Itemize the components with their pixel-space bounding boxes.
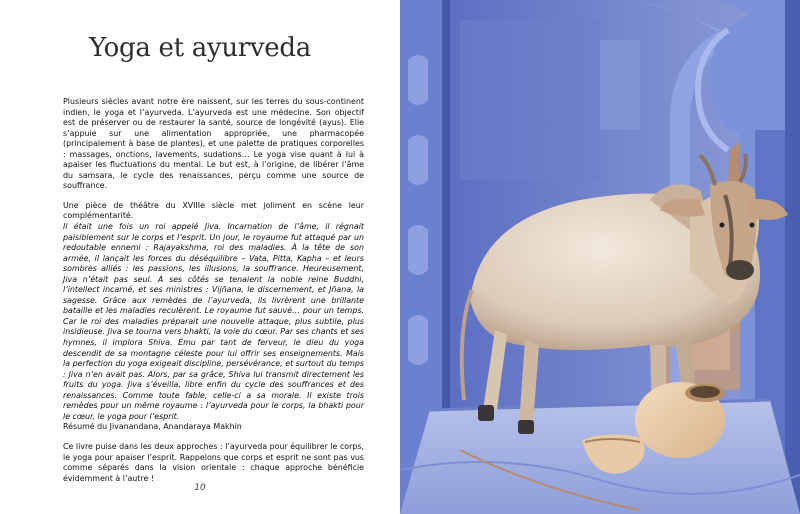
- photo-cow-in-blue-window: [400, 0, 800, 514]
- story-paragraph: Il était une fois un roi appelé Jiva. Incarnation de l’âme, il régnait paisiblement sur le corps et l’esprit. Un jour, le royaume fut attaqué par un redoutable ennemi : Rajayakshma, roi des maladies. À la tête de son armée, il lançait les forces du déséquilibre – Vata, Pitta, Kapha – et leurs sombres alliés : les passions, les illusions, la souffrance. Heureusement, Jiva n’était pas seul. À ses côtés se tenaient la noble reine Buddhi, l’intellect incarné, et ses ministres : Vijñana, le discernement, et Jñana, la sagesse. Grâce aux remèdes de l’ayurveda, ils livrèrent une brillante bataille et les maladies reculèrent. Le royaume fut sauvé… pour un temps. Car le roi des maladies préparait une nouvelle attaque, plus subtile, plus insidieuse. Jiva se tourna vers bhakti, la voie du cœur. Par ses chants et ses hymnes, il implora Shiva. Ému par tant de ferveur, le dieu du yoga descendit de sa montagne céleste pour lui offrir ses enseignements. Mais la perfection du yoga exigeait discipline, persévérance, et surtout du temps : Jiva n’en avait pas. Alors, par sa grâce, Shiva lui transmit directement les fruits du yoga. Jiva s’éveilla, libre enfin du cycle des souffrances et des renaissances. Comme toute fable, celle-ci a sa morale. Il existe trois remèdes pour un même royaume : l’ayurveda pour le corps, la bhakti pour le cœur, le yoga pour l’esprit.: [63, 222, 364, 421]
- conclusion-paragraph: Ce livre puise dans les deux approches : l’ayurveda pour équilibrer le corps, le yoga pour apaiser l’esprit. Rappelons que corps et esprit ne sont pas vus comme séparés dans la vision orientale : chaque approche bénéficie évidemment à l’autre !: [63, 441, 364, 483]
- theatre-intro-paragraph: Une pièce de théâtre du XVIIIe siècle met joliment en scène leur complémentarité.: [63, 200, 364, 221]
- page-title: Yoga et ayurveda: [89, 33, 311, 63]
- intro-paragraph: Plusieurs siècles avant notre ère naissent, sur les terres du sous-continent indien, le yoga et l’ayurveda. L’ayurveda est une médecine. Son objectif est de préserver ou de restaurer la santé, source de longévité (ayus). Elle s’appuie sur une alimentation appropriée, une pharmacopée (principalement à base de plantes), et une palette de pratiques corporelles : massages, onctions, lavements, sudations… Le yoga vise quant à lui à apaiser les fluctuations du mental. Le but est, à l’origine, de libérer l’âme du samsara, le cycle des renaissances, perçu comme une source de souffrance.: [63, 97, 364, 191]
- page-number: 10: [194, 483, 206, 493]
- body-text: [63, 97, 364, 484]
- source-line: Résumé du Jivanandana, Anandaraya Makhin: [63, 422, 242, 432]
